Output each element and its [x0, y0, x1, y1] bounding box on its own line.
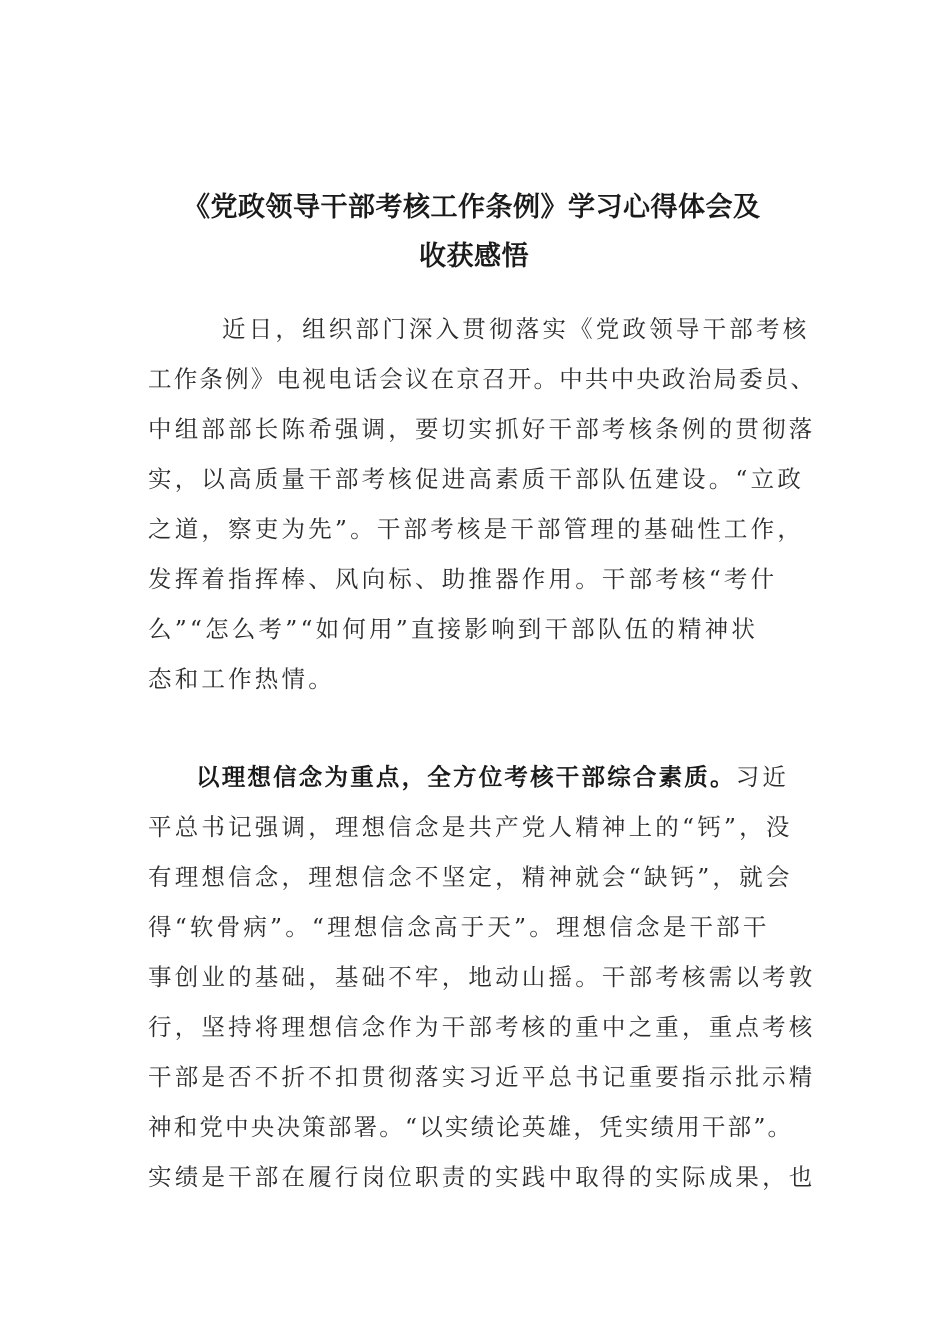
- paragraph-2-line: 实绩是干部在履行岗位职责的实践中取得的实际成果，也: [148, 1163, 816, 1191]
- paragraph-2-line: 得“软骨病”。“理想信念高于天”。理想信念是干部干: [148, 913, 770, 941]
- paragraph-1-line: 工作条例》电视电话会议在京召开。中共中央政治局委员、: [148, 365, 817, 393]
- paragraph-1-line: 近日，组织部门深入贯彻落实《党政领导干部考核: [222, 315, 810, 343]
- paragraph-2-first-line: [196, 758, 789, 792]
- paragraph-2-line: 神和党中央决策部署。“以实绩论英雄，凭实绩用干部”。: [148, 1113, 794, 1141]
- paragraph-1-line: 之道，察吏为先”。干部考核是干部管理的基础性工作，: [148, 515, 805, 543]
- paragraph-1-line: 么”“怎么考”“如何用”直接影响到干部队伍的精神状: [148, 615, 759, 643]
- paragraph-2-line: 干部是否不折不扣贯彻落实习近平总书记重要指示批示精: [148, 1063, 816, 1091]
- document-title-line-2: 收获感悟: [419, 241, 529, 272]
- paragraph-2-line: 有理想信念，理想信念不坚定，精神就会“缺钙”，就会: [148, 863, 793, 891]
- paragraph-2-line: 行，坚持将理想信念作为干部考核的重中之重，重点考核: [148, 1013, 816, 1041]
- paragraph-1-line: 中组部部长陈希强调，要切实抓好干部考核条例的贯彻落: [148, 415, 816, 443]
- document-title-line-1: 《党政领导干部考核工作条例》学习心得体会及: [183, 192, 761, 223]
- paragraph-1-line: 态和工作热情。: [148, 665, 335, 693]
- paragraph-2-line: 事创业的基础，基础不牢，地动山摇。干部考核需以考敦: [148, 963, 816, 991]
- paragraph-1-line: 实，以高质量干部考核促进高素质干部队伍建设。“立政: [148, 465, 805, 493]
- paragraph-1-line: 发挥着指挥棒、风向标、助推器作用。干部考核“考什: [148, 565, 778, 593]
- paragraph-2-line-start: 习近: [735, 763, 790, 791]
- paragraph-2-line: 平总书记强调，理想信念是共产党人精神上的“钙”，没: [148, 813, 793, 841]
- paragraph-2-lead-heading: 以理想信念为重点，全方位考核干部综合素质。: [196, 763, 736, 791]
